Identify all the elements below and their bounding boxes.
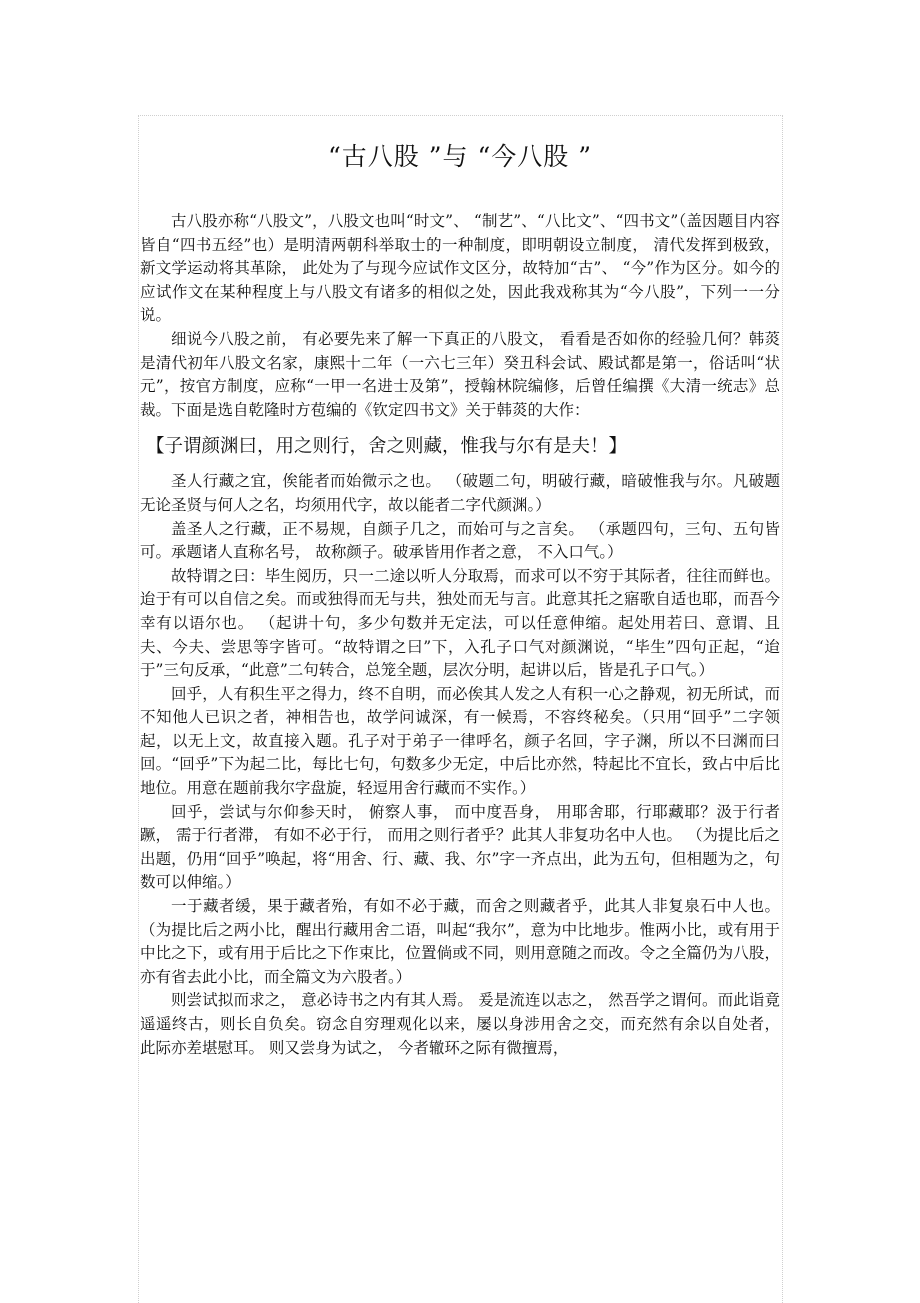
essay-topic-quote: 【子谓颜渊曰，用之则行，舍之则藏，惟我与尔有是夫！】	[146, 436, 628, 458]
body-paragraph-7: 则尝试拟而求之， 意必诗书之内有其人焉。 爰是流连以志之， 然吾学之谓何。而此诣竟遥遥终古，则长自负矣。窃念自穷理观化以来，屡以身涉用舍之交，而充然有余以自处者， 此际亦差堪慰耳。 则又尝身为试之， 今者辙环之际有微擅焉，	[140, 991, 780, 1057]
intro-paragraph-2: 细说今八股之前， 有必要先来了解一下真正的八股文， 看看是否如你的经验几何？韩菼是清代初年八股文名家，康熙十二年（一六七三年）癸丑科会试、殿试都是第一，俗话叫“状元”，按官方制度，应称“一甲一名进士及第”，授翰林院编修，后曾任编撰《大清一统志》总裁。下面是选自乾隆时方苞编的《钦定四书文》关于韩菼的大作：	[140, 329, 780, 419]
document-body	[140, 210, 780, 1060]
body-paragraph-3: 故特谓之曰：毕生阅历，只一二途以听人分取焉，而求可以不穷于其际者，往往而鲜也。迨于有可以自信之矣。而或独得而无与共，独处而无与言。此意其托之寤歌自适也耶，而吾今幸有以语尔也。 （起讲十句，多少句数并无定法，可以任意伸缩。起处用若曰、意谓、且夫、今夫、尝思等字皆可。“故特谓之曰”下，入孔子口气对颜渊说，“毕生”四句正起，“迨于”三句反承，“此意”二句转合，总笼全题，层次分明，起讲以后，皆是孔子口气。）	[140, 566, 780, 680]
body-paragraph-2: 盖圣人之行藏，正不易规，自颜子几之，而始可与之言矣。 （承题四句，三句、五句皆可。承题诸人直称名号， 故称颜子。破承皆用作者之意， 不入口气。）	[140, 519, 780, 562]
body-paragraph-1: 圣人行藏之宜，俟能者而始微示之也。 （破题二句，明破行藏，暗破惟我与尔。凡破题无论圣贤与何人之名，均须用代字，故以能者二字代颜渊。）	[140, 472, 780, 514]
intro-paragraph-1: 古八股亦称“八股文”，八股文也叫“时文”、 “制艺”、“八比文”、“四书文”（盖因题目内容皆自“四书五经”也）是明清两朝科举取士的一种制度，即明朝设立制度， 清代发挥到极致， 新文学运动将其革除， 此处为了与现今应试作文区分，故特加“古”、 “今”作为区分。如今的应试作文在某种程度上与八股文有诸多的相似之处，因此我戏称其为“今八股”，下列一一分说。	[140, 212, 780, 325]
document-title: “古八股 ”与 “今八股 ”	[328, 142, 592, 171]
body-paragraph-4: 回乎，人有积生平之得力，终不自明，而必俟其人发之人有积一心之静观，初无所试，而不知他人已识之者，神相告也，故学问诚深，有一候焉，不容终秘矣。（只用“回乎”二字领起，以无上文，故直接入题。孔子对于弟子一律呼名，颜子名回，字子渊，所以不曰渊而曰回。“回乎”下为起二比，每比七句，句数多少无定，中后比亦然，特起比不宜长，致占中后比地位。用意在题前我尔字盘旋，轻逗用舍行藏而不实作。）	[140, 684, 780, 798]
body-paragraph-5: 回乎，尝试与尔仰参天时， 俯察人事， 而中度吾身， 用耶舍耶，行耶藏耶？汲于行者蹶， 需于行者滞， 有如不必于行， 而用之则行者乎？此其人非复功名中人也。 （为提比后之出题，仍用“回乎”唤起，将“用舍、行、藏、我、尔”字一齐点出，此为五句，但相题为之，句数可以伸缩。）	[140, 802, 780, 892]
body-paragraph-6: 一于藏者缓，果于藏者殆，有如不必于藏，而舍之则藏者乎，此其人非复泉石中人也。 （为提比后之两小比，醒出行藏用舍二语，叫起“我尔”，意为中比地步。惟两小比，或有用于中比之下，或有用于后比之下作束比，位置倘或不同，则用意随之而改。令之全篇仍为八股，亦有省去此小比，而全篇文为六股者。）	[140, 897, 780, 986]
